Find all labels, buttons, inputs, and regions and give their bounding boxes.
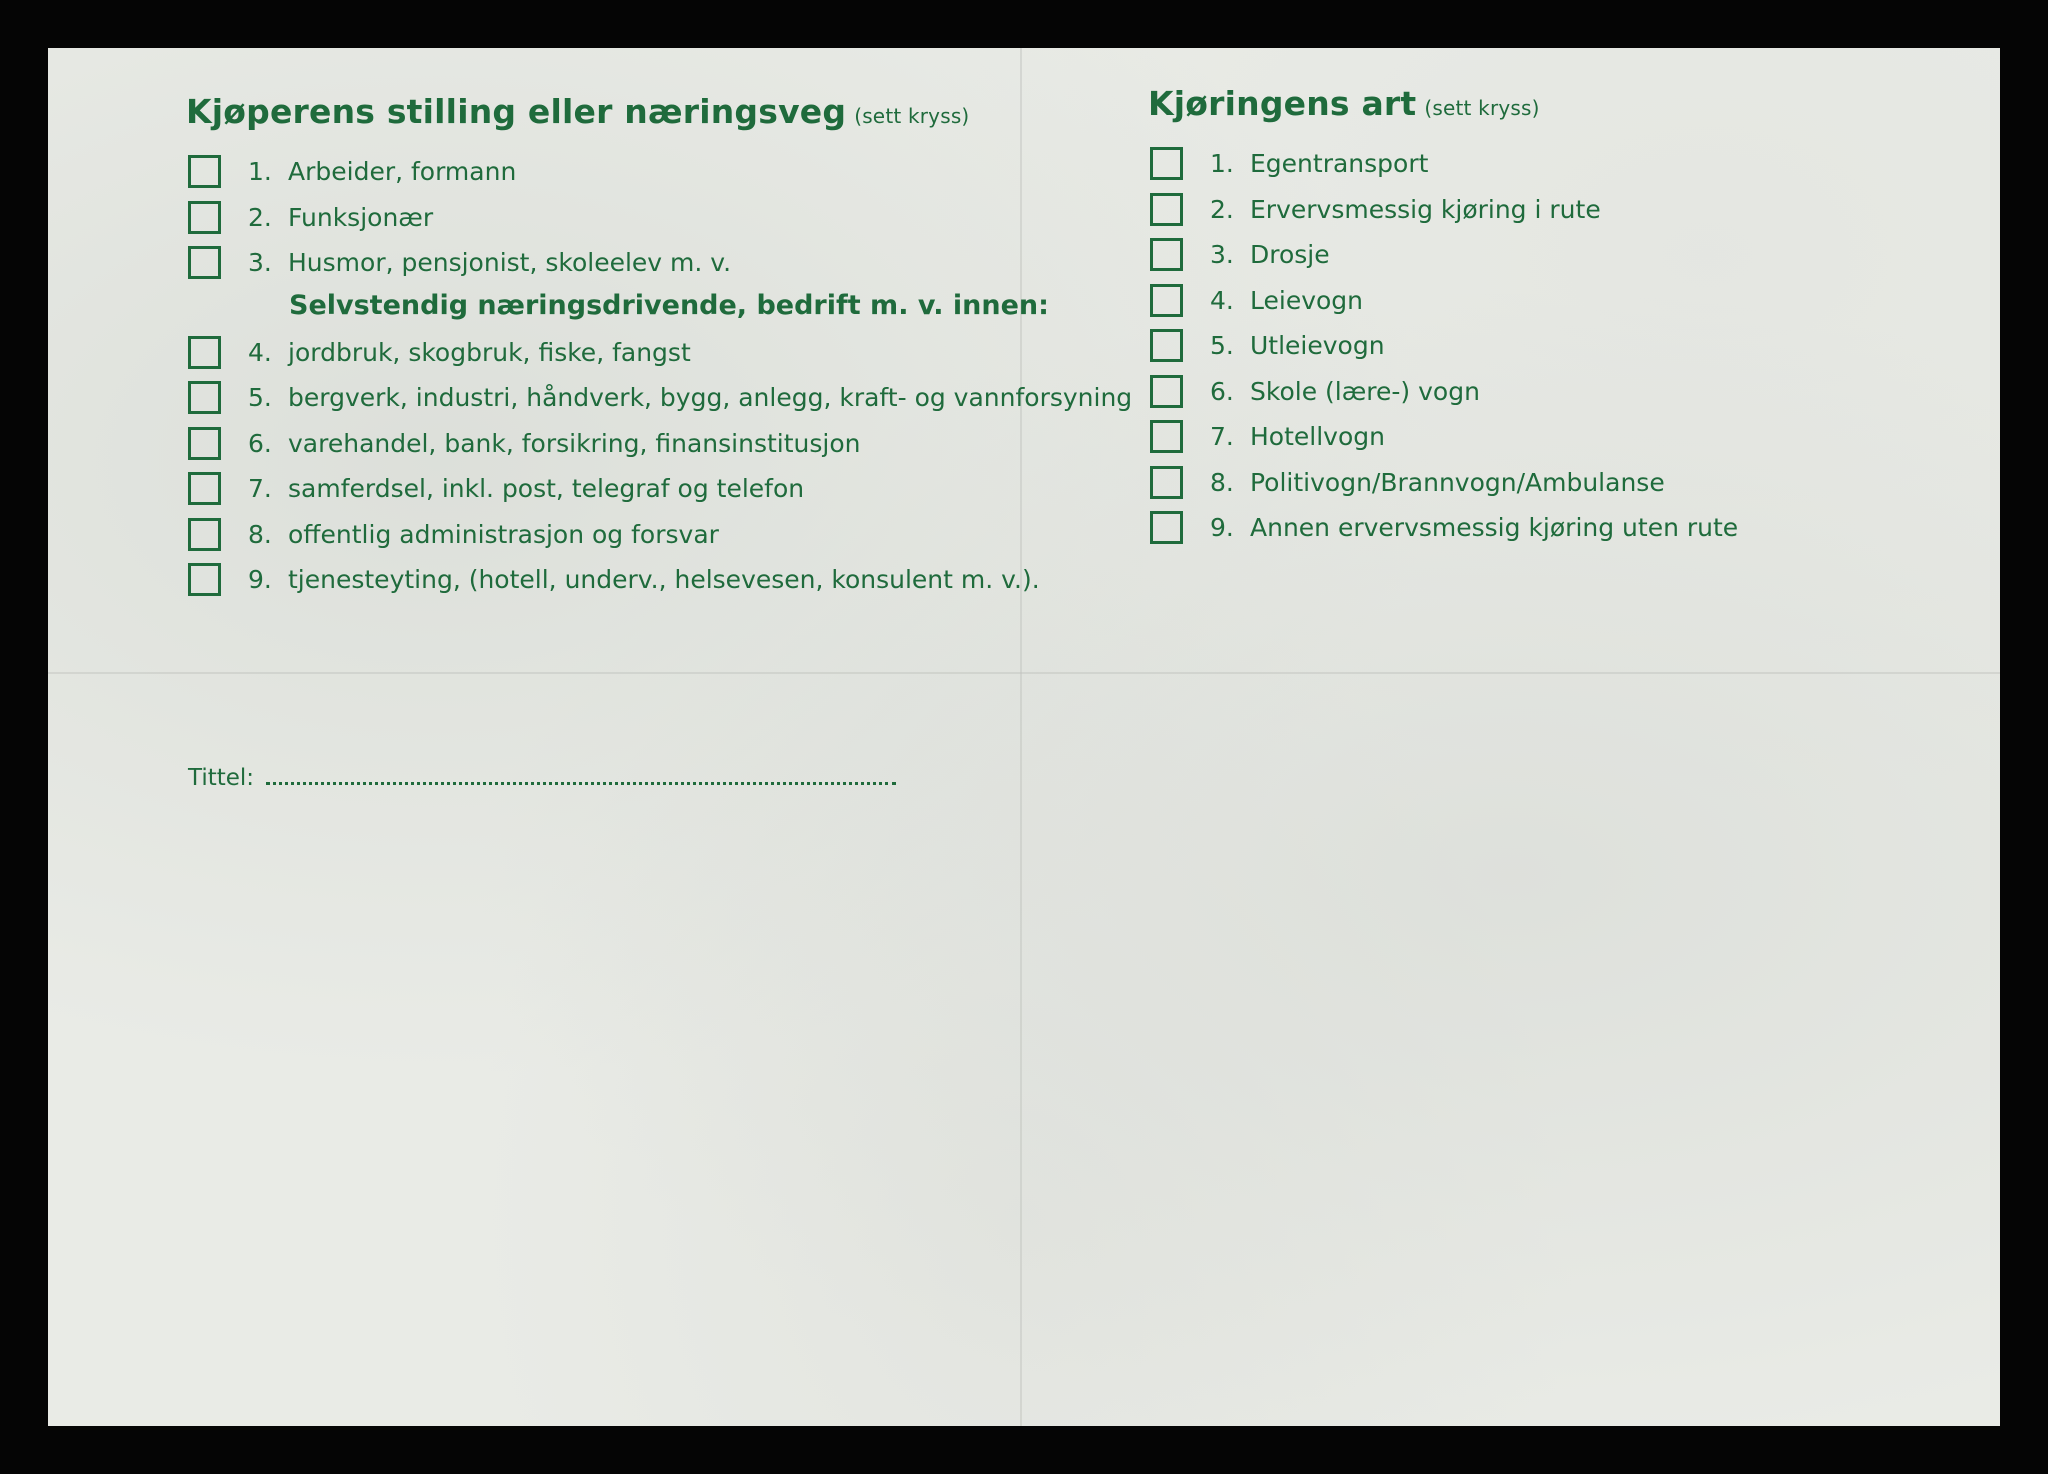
occupation-option-6[interactable]: [188, 421, 1168, 467]
driving-number: 9.: [1210, 513, 1234, 543]
occupation-checkbox-9[interactable]: [188, 563, 221, 596]
driving-number: 3.: [1210, 240, 1234, 270]
driving-checkbox-1[interactable]: [1150, 147, 1183, 180]
driving-label: Egentransport: [1250, 149, 1429, 179]
occupation-number: 4.: [248, 337, 272, 367]
occupation-label: jordbruk, skogbruk, fiske, fangst: [288, 337, 691, 367]
driving-checkbox-7[interactable]: [1150, 420, 1183, 453]
driving-type-heading-text: Kjøringens art: [1148, 84, 1417, 123]
driving-label: Ervervsmessig kjøring i rute: [1250, 194, 1601, 224]
driving-checkbox-6[interactable]: [1150, 375, 1183, 408]
driving-label: Hotellvogn: [1250, 422, 1385, 452]
driving-option-8[interactable]: [1150, 460, 1910, 506]
occupation-label: Arbeider, formann: [288, 157, 517, 187]
occupation-number: 6.: [248, 428, 272, 458]
driving-number: 2.: [1210, 194, 1234, 224]
occupation-number: 3.: [248, 248, 272, 278]
driving-option-6[interactable]: [1150, 369, 1910, 415]
occupation-number: 8.: [248, 519, 272, 549]
driving-number: 1.: [1210, 149, 1234, 179]
occupation-checkbox-2[interactable]: [188, 201, 221, 234]
occupation-checkbox-1[interactable]: [188, 155, 221, 188]
occupation-number: 2.: [248, 202, 272, 232]
occupation-checkbox-3[interactable]: [188, 246, 221, 279]
driving-label: Annen ervervsmessig kjøring uten rute: [1250, 513, 1739, 543]
occupation-label: samferdsel, inkl. post, telegraf og telefon: [288, 474, 805, 504]
occupation-checkbox-6[interactable]: [188, 427, 221, 460]
occupation-number: 9.: [248, 565, 272, 595]
driving-number: 5.: [1210, 331, 1234, 361]
occupation-option-8[interactable]: [188, 512, 1168, 558]
occupation-checkbox-7[interactable]: [188, 472, 221, 505]
buyer-occupation-section: [188, 92, 1168, 603]
occupation-checkbox-5[interactable]: [188, 381, 221, 414]
driving-option-2[interactable]: [1150, 187, 1910, 233]
occupation-option-5[interactable]: [188, 375, 1168, 421]
driving-type-section: [1150, 84, 1910, 551]
occupation-number: 7.: [248, 474, 272, 504]
occupation-option-7[interactable]: [188, 466, 1168, 512]
driving-number: 4.: [1210, 285, 1234, 315]
title-input-line[interactable]: [266, 762, 896, 785]
driving-type-heading-note: (sett kryss): [1424, 96, 1540, 120]
title-field: [188, 762, 896, 791]
driving-option-4[interactable]: [1150, 278, 1910, 324]
occupation-label: tjenesteyting, (hotell, underv., helsevesen, konsulent m. v.).: [288, 565, 1040, 595]
buyer-occupation-heading: [186, 92, 1168, 131]
occupation-number: 5.: [248, 383, 272, 413]
driving-number: 7.: [1210, 422, 1234, 452]
occupation-label: Funksjonær: [288, 202, 434, 232]
self-employed-subheading: Selvstendig næringsdrivende, bedrift m. v. innen:: [289, 289, 1049, 321]
driving-option-5[interactable]: [1150, 323, 1910, 369]
driving-label: Drosje: [1250, 240, 1330, 270]
occupation-option-4[interactable]: [188, 330, 1168, 376]
occupation-option-2[interactable]: [188, 195, 1168, 241]
driving-checkbox-2[interactable]: [1150, 193, 1183, 226]
driving-label: Leievogn: [1250, 285, 1364, 315]
driving-number: 8.: [1210, 467, 1234, 497]
driving-option-9[interactable]: [1150, 505, 1910, 551]
driving-checkbox-9[interactable]: [1150, 511, 1183, 544]
fold-line-horizontal: [48, 672, 2000, 674]
driving-type-heading: [1148, 84, 1910, 123]
driving-label: Politivogn/Brannvogn/Ambulanse: [1250, 467, 1665, 497]
occupation-label: offentlig administrasjon og forsvar: [288, 519, 719, 549]
driving-checkbox-5[interactable]: [1150, 329, 1183, 362]
buyer-occupation-heading-text: Kjøperens stilling eller næringsveg: [186, 92, 847, 131]
title-label: Tittel:: [188, 765, 255, 791]
driving-option-7[interactable]: [1150, 414, 1910, 460]
driving-checkbox-4[interactable]: [1150, 284, 1183, 317]
driving-checkbox-8[interactable]: [1150, 466, 1183, 499]
occupation-label: bergverk, industri, håndverk, bygg, anlegg, kraft- og vannforsyning: [288, 383, 1133, 413]
occupation-label: varehandel, bank, forsikring, finansinstitusjon: [288, 428, 861, 458]
occupation-option-9[interactable]: [188, 557, 1168, 603]
driving-label: Skole (lære-) vogn: [1250, 376, 1480, 406]
driving-option-3[interactable]: [1150, 232, 1910, 278]
occupation-option-1[interactable]: [188, 149, 1168, 195]
occupation-option-3[interactable]: [188, 240, 1168, 286]
occupation-checkbox-8[interactable]: [188, 518, 221, 551]
occupation-label: Husmor, pensjonist, skoleelev m. v.: [288, 248, 732, 278]
driving-label: Utleievogn: [1250, 331, 1385, 361]
buyer-occupation-heading-note: (sett kryss): [854, 104, 970, 128]
occupation-checkbox-4[interactable]: [188, 336, 221, 369]
driving-checkbox-3[interactable]: [1150, 238, 1183, 271]
occupation-number: 1.: [248, 157, 272, 187]
driving-number: 6.: [1210, 376, 1234, 406]
driving-option-1[interactable]: [1150, 141, 1910, 187]
